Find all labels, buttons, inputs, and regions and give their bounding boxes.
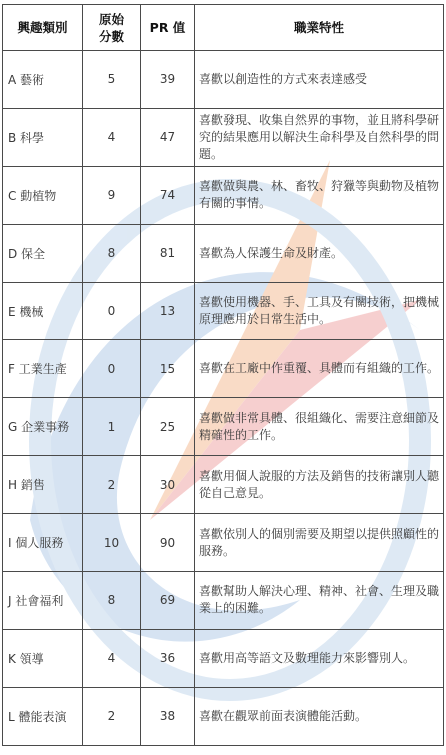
table-row (3, 224, 444, 282)
row-category: K 領導 (3, 629, 83, 687)
row-raw-score: 2 (83, 456, 141, 514)
table-row (3, 398, 444, 456)
row-raw-score: 1 (83, 398, 141, 456)
row-pr-value: 39 (141, 51, 195, 109)
row-category: D 保全 (3, 224, 83, 282)
row-pr-value: 30 (141, 456, 195, 514)
row-traits: 喜歡為人保護生命及財產。 (195, 224, 444, 282)
row-pr-value: 74 (141, 166, 195, 224)
row-raw-score: 10 (83, 514, 141, 572)
row-pr-value: 15 (141, 340, 195, 398)
row-category: E 機械 (3, 282, 83, 340)
header-category: 興趣類別 (3, 5, 83, 51)
row-category: C 動植物 (3, 166, 83, 224)
row-raw-score: 9 (83, 166, 141, 224)
row-raw-score: 2 (83, 687, 141, 745)
table-header-row (3, 5, 444, 51)
row-traits: 喜歡以創造性的方式來表達感受 (195, 51, 444, 109)
interest-results-table (2, 4, 444, 746)
row-raw-score: 0 (83, 340, 141, 398)
row-category: G 企業事務 (3, 398, 83, 456)
row-raw-score: 5 (83, 51, 141, 109)
row-pr-value: 90 (141, 514, 195, 572)
row-traits: 喜歡幫助人解決心理、精神、社會、生理及職業上的困難。 (195, 572, 444, 630)
row-raw-score: 8 (83, 224, 141, 282)
table-row (3, 51, 444, 109)
row-traits: 喜歡用高等語文及數理能力來影響別人。 (195, 629, 444, 687)
table-row (3, 108, 444, 166)
row-raw-score: 4 (83, 108, 141, 166)
row-category: A 藝術 (3, 51, 83, 109)
row-pr-value: 36 (141, 629, 195, 687)
row-traits: 喜歡在觀眾前面表演體能活動。 (195, 687, 444, 745)
row-raw-score: 4 (83, 629, 141, 687)
row-category: H 銷售 (3, 456, 83, 514)
row-traits: 喜歡使用機器、手、工具及有關技術，把機械原理應用於日常生活中。 (195, 282, 444, 340)
row-traits: 喜歡用個人說服的方法及銷售的技術讓別人聽從自己意見。 (195, 456, 444, 514)
header-traits: 職業特性 (195, 5, 444, 51)
table-row (3, 166, 444, 224)
row-category: L 體能表演 (3, 687, 83, 745)
table-row (3, 282, 444, 340)
header-pr: PR 值 (141, 5, 195, 51)
header-raw-score-text: 原始分數 (98, 11, 124, 44)
row-pr-value: 81 (141, 224, 195, 282)
table-row (3, 629, 444, 687)
row-traits: 喜歡發現、收集自然界的事物，並且將科學研究的結果應用以解決生命科學及自然科學的問題。 (195, 108, 444, 166)
row-raw-score: 0 (83, 282, 141, 340)
row-category: I 個人服務 (3, 514, 83, 572)
row-pr-value: 38 (141, 687, 195, 745)
header-raw-score (83, 5, 141, 51)
table-row (3, 456, 444, 514)
row-traits: 喜歡依別人的個別需要及期望以提供照顧性的服務。 (195, 514, 444, 572)
row-raw-score: 8 (83, 572, 141, 630)
table-row (3, 514, 444, 572)
row-traits: 喜歡在工廠中作重覆、具體而有組織的工作。 (195, 340, 444, 398)
table-row (3, 687, 444, 745)
row-traits: 喜歡做與農、林、畜牧、狩獵等與動物及植物有關的事情。 (195, 166, 444, 224)
row-category: B 科學 (3, 108, 83, 166)
row-pr-value: 47 (141, 108, 195, 166)
row-pr-value: 25 (141, 398, 195, 456)
table-row (3, 340, 444, 398)
row-pr-value: 13 (141, 282, 195, 340)
row-traits: 喜歡做非常具體、很組織化、需要注意細節及精確性的工作。 (195, 398, 444, 456)
row-pr-value: 69 (141, 572, 195, 630)
row-category: J 社會福利 (3, 572, 83, 630)
row-category: F 工業生產 (3, 340, 83, 398)
table-row (3, 572, 444, 630)
